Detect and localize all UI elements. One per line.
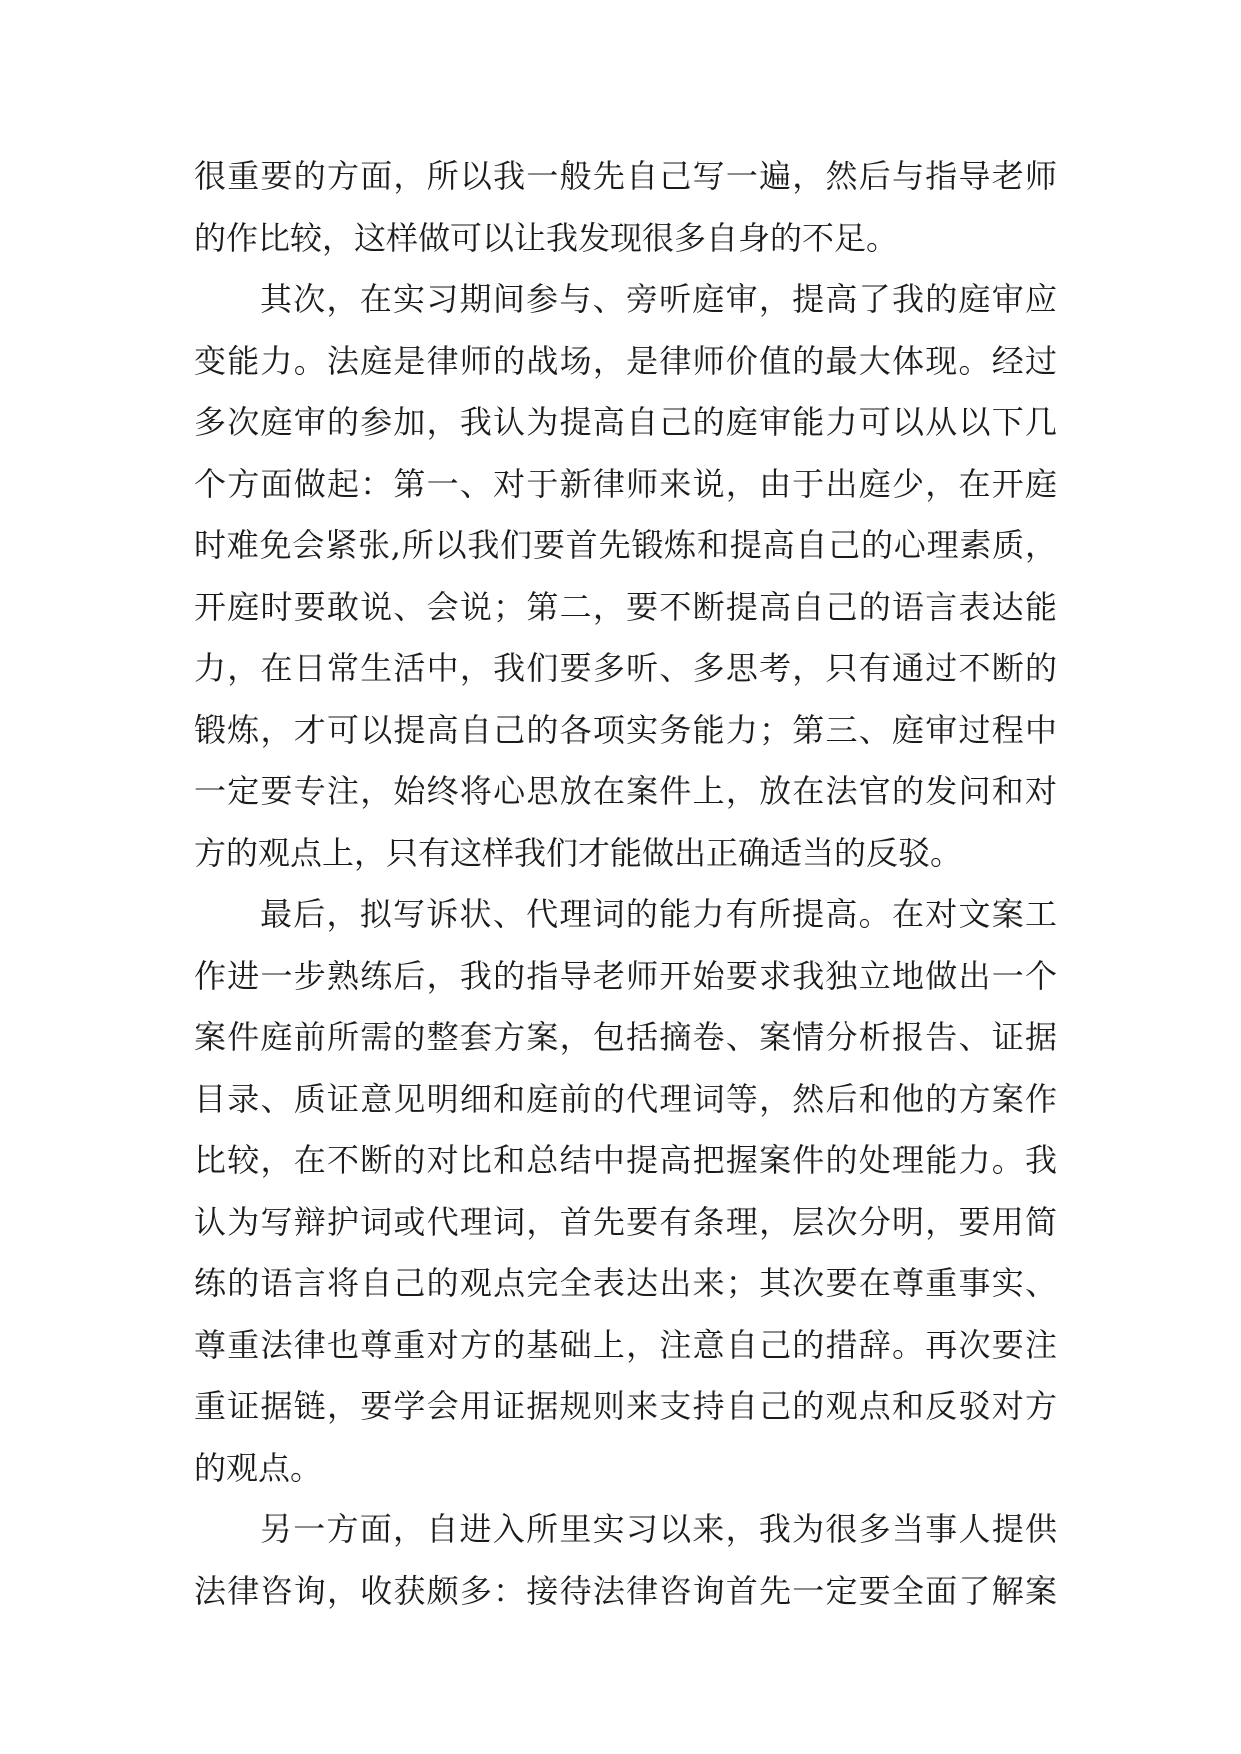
body-text-line: 开庭时要敢说、会说；第二，要不断提高自己的语言表达能 <box>194 587 1057 626</box>
body-text-line: 最后，拟写诉状、代理词的能力有所提高。在对文案工 <box>260 895 1057 933</box>
body-text-line: 比较，在不断的对比和总结中提高把握案件的处理能力。我 <box>194 1141 1057 1179</box>
body-text-line: 时难免会紧张,所以我们要首先锻炼和提高自己的心理素质， <box>194 526 1057 564</box>
body-text-line: 作进一步熟练后，我的指导老师开始要求我独立地做出一个 <box>194 956 1057 995</box>
body-text-line: 其次，在实习期间参与、旁听庭审，提高了我的庭审应 <box>260 280 1057 318</box>
body-text-line: 变能力。法庭是律师的战场，是律师价值的最大体现。经过 <box>194 341 1057 380</box>
paragraph-court-skills <box>194 269 1057 884</box>
paragraph-writing-skills <box>194 884 1057 1499</box>
paragraph-legal-consultation <box>194 1499 1057 1622</box>
body-text-line: 目录、质证意见明细和庭前的代理词等，然后和他的方案作 <box>194 1079 1057 1118</box>
body-text-line: 案件庭前所需的整套方案，包括摘卷、案情分析报告、证据 <box>194 1018 1057 1056</box>
body-text-line: 认为写辩护词或代理词，首先要有条理，层次分明，要用简 <box>194 1202 1057 1241</box>
body-text-line: 的观点。 <box>194 1448 323 1487</box>
body-text-line: 法律咨询，收获颇多：接待法律咨询首先一定要全面了解案 <box>194 1571 1057 1610</box>
body-text-line: 锻炼，才可以提高自己的各项实务能力；第三、庭审过程中 <box>194 710 1057 749</box>
body-text-line: 另一方面，自进入所里实习以来，我为很多当事人提供 <box>260 1510 1057 1548</box>
body-text-line: 重证据链，要学会用证据规则来支持自己的观点和反驳对方 <box>194 1387 1057 1425</box>
body-text-line: 很重要的方面，所以我一般先自己写一遍，然后与指导老师 <box>194 157 1057 195</box>
body-text-line: 练的语言将自己的观点完全表达出来；其次要在尊重事实、 <box>194 1264 1057 1302</box>
body-text-line: 多次庭审的参加，我认为提高自己的庭审能力可以从以下几 <box>194 403 1057 441</box>
paragraph-continued <box>194 146 1057 269</box>
body-text-line: 尊重法律也尊重对方的基础上，注意自己的措辞。再次要注 <box>194 1325 1057 1364</box>
body-text-line: 方的观点上，只有这样我们才能做出正确适当的反驳。 <box>194 833 963 872</box>
body-text-line: 一定要专注，始终将心思放在案件上，放在法官的发问和对 <box>194 772 1057 810</box>
body-text-line: 个方面做起：第一、对于新律师来说，由于出庭少，在开庭 <box>194 464 1057 503</box>
body-text-line: 的作比较，这样做可以让我发现很多自身的不足。 <box>194 218 899 257</box>
body-text-line: 力，在日常生活中，我们要多听、多思考，只有通过不断的 <box>194 649 1057 687</box>
body-text <box>194 146 1057 1622</box>
